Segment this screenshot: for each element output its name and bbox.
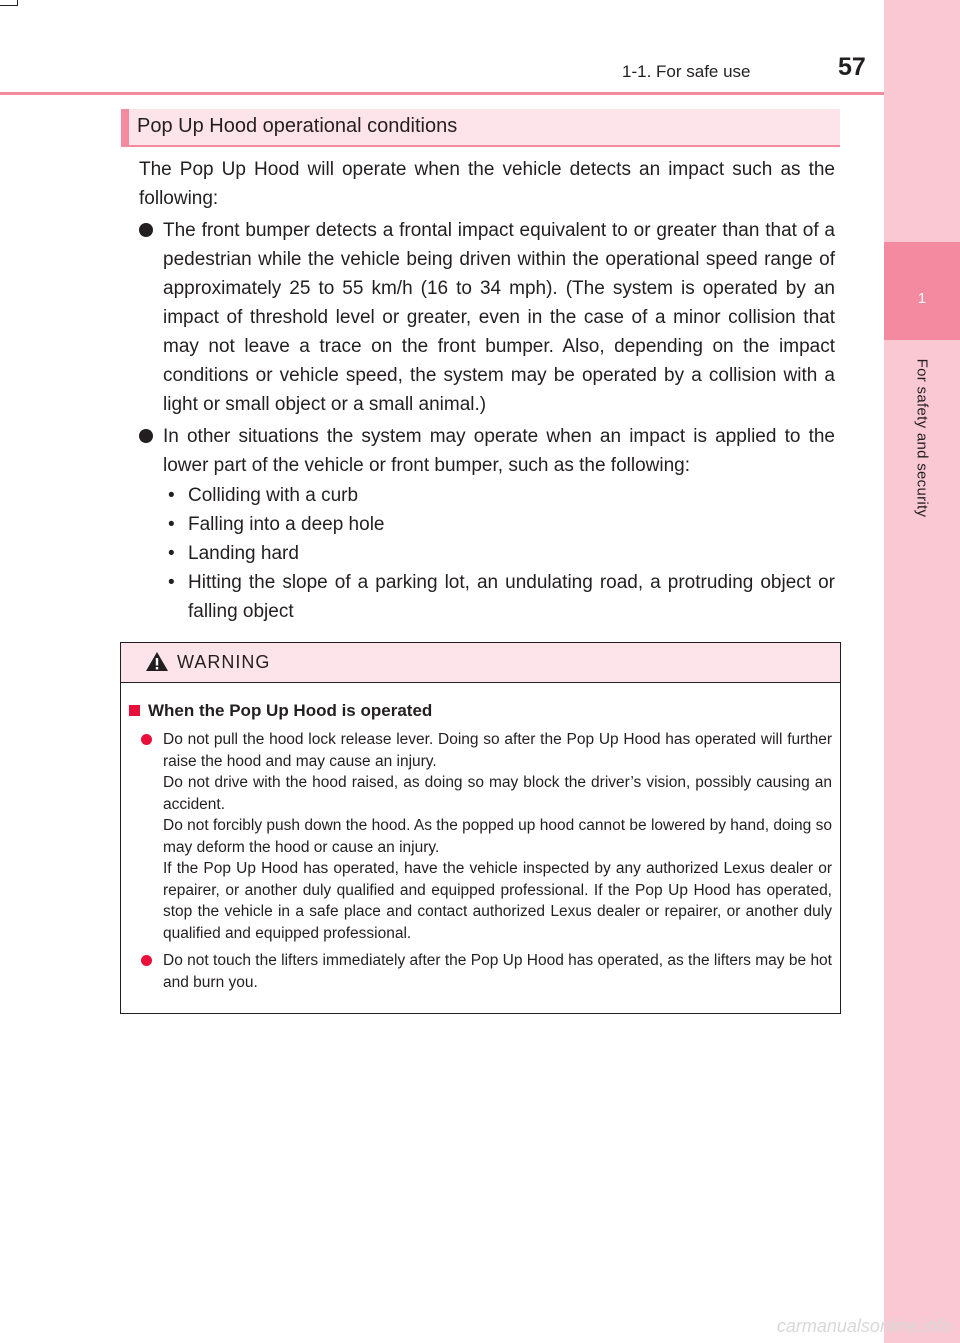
red-bullet-icon: [141, 955, 152, 966]
warning-line: Do not pull the hood lock release lever. Doing so after the Pop Up Hood has operated will further raise the hood and may cause an injury.: [163, 731, 832, 770]
sub-item-text: Hitting the slope of a parking lot, an undulating road, a protruding object or falling object: [188, 572, 835, 622]
warning-line: If the Pop Up Hood has operated, have the vehicle inspected by any authorized Lexus dealer or repairer, or another duly qualified and equipped professional. If the Pop Up Hood has operated, stop the vehicle in a safe place and contact authorized Lexus dealer or repairer, or another duly qualified and equipped professional.: [163, 860, 832, 942]
bullet-text: In other situations the system may operate when an impact is applied to the lower part of the vehicle or front bumper, such as the following:: [163, 426, 835, 476]
warning-triangle-icon: [145, 651, 169, 672]
sub-bullet-icon: •: [168, 485, 175, 506]
warning-box: [120, 642, 841, 1014]
intro-paragraph: The Pop Up Hood will operate when the vehicle detects an impact such as the following:: [139, 159, 835, 209]
bullet-item: [139, 216, 835, 419]
warning-header: [121, 643, 840, 683]
warning-label: WARNING: [177, 652, 271, 672]
warning-subheading: [129, 701, 432, 721]
heading-accent-bar: [121, 109, 129, 145]
warning-line: Do not forcibly push down the hood. As the popped up hood cannot be lowered by hand, doing so may deform the hood or cause an injury.: [163, 817, 832, 856]
warning-subheading-text: When the Pop Up Hood is operated: [148, 701, 433, 720]
sub-bullet-icon: •: [168, 572, 175, 593]
header-section-title: 1-1. For safe use: [622, 62, 751, 81]
chapter-sidebar: [884, 0, 960, 1343]
warning-line: Do not touch the lifters immediately after the Pop Up Hood has operated, as the lifters may be hot and burn you.: [163, 952, 832, 991]
section-heading: [121, 109, 840, 147]
page-number: 57: [838, 53, 866, 81]
chapter-title: For safety and security: [913, 358, 931, 518]
warning-item: [141, 950, 832, 993]
sub-bullet-icon: •: [168, 514, 175, 535]
warning-item: [141, 729, 832, 944]
red-bullet-icon: [141, 734, 152, 745]
sub-bullet-icon: •: [168, 543, 175, 564]
sub-item-text: Falling into a deep hole: [188, 514, 385, 535]
bullet-icon: [139, 223, 153, 237]
bullet-text: The front bumper detects a frontal impact equivalent to or greater than that of a pedestrian while the vehicle being driven within the operational speed range of approximately 25 to 55 km/h (16 to 34 mph). (The system is operated by an impact of threshold level or greater, even in the case of a minor collision that may not leave a trace on the front bumper. Also, depending on the impact conditions or vehicle speed, the system may be operated by a collision with a light or small object or a small animal.): [163, 220, 835, 415]
chapter-number: 1: [917, 290, 927, 307]
sub-item-text: Colliding with a curb: [188, 485, 359, 506]
bullet-icon: [139, 429, 153, 443]
sub-item-text: Landing hard: [188, 543, 299, 564]
bullet-item: [139, 422, 835, 480]
sub-list-item: [168, 568, 835, 626]
section-heading-text: Pop Up Hood operational conditions: [137, 115, 458, 137]
sub-list-item: [168, 510, 835, 539]
sub-list-item: [168, 539, 835, 568]
watermark: carmanualsonline.info: [776, 1316, 952, 1336]
crop-mark: [0, 5, 17, 6]
crop-mark: [17, 0, 18, 6]
sub-list-item: [168, 481, 835, 510]
red-square-icon: [129, 705, 140, 716]
header-rule: [0, 92, 884, 95]
warning-line: Do not drive with the hood raised, as doing so may block the driver’s vision, possibly causing an accident.: [163, 774, 832, 813]
